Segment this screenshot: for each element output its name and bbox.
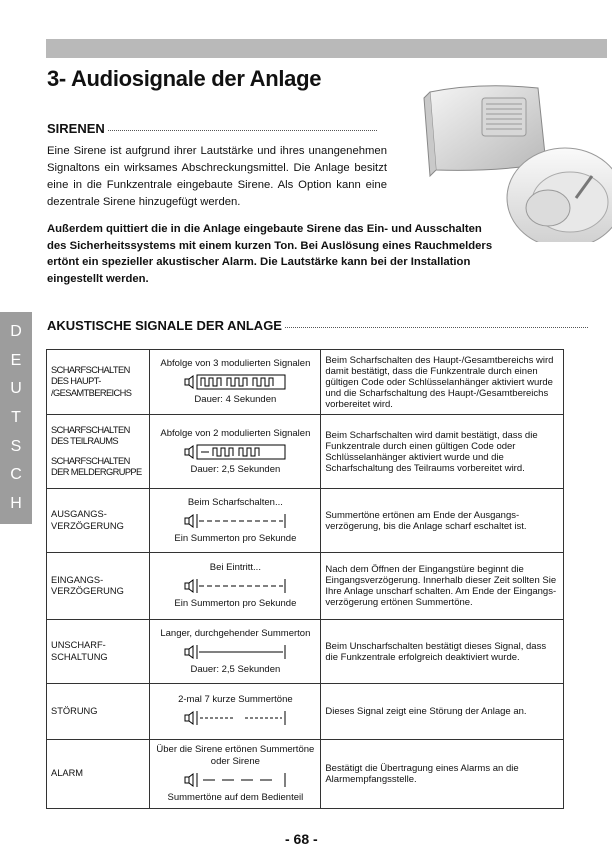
signal-name-line: VERZÖGERUNG xyxy=(51,520,124,531)
signal-pattern-cell xyxy=(150,684,321,740)
signal-pattern-label: Langer, durchgehender Summerton xyxy=(160,627,311,639)
page-number: - 68 - xyxy=(285,831,318,847)
signal-name-line: AUSGANGS- xyxy=(51,509,107,519)
signal-pattern-duration: Ein Summerton pro Sekunde xyxy=(174,598,297,609)
table-row xyxy=(47,350,564,415)
signal-name-line: SCHARFSCHALTEN DES HAUPT- xyxy=(51,364,130,387)
signal-pattern-cell xyxy=(150,350,321,415)
signal-pattern-label: Über die Sirene ertönen Summertöne oder Sirene xyxy=(156,744,315,767)
signal-name xyxy=(47,553,150,620)
side-tab-letter: H xyxy=(10,494,22,512)
side-tab-letter: T xyxy=(11,408,21,426)
side-tab-letter: S xyxy=(10,437,22,455)
signal-name-line: EINGANGS- xyxy=(51,574,104,585)
signal-description: Nach dem Öffnen der Eingangstüre beginnt die Eingangsverzögerung. Innerhalb dieser Zeit sollten Sie Ihre Anlage unscharf schalten. Am Ende der Eingangs-verzögerung ertönen Summertöne. xyxy=(321,553,564,620)
signal-name xyxy=(47,415,150,489)
table-row xyxy=(47,684,564,740)
signal-pattern-label: Abfolge von 3 modulierten Signalen xyxy=(160,358,311,369)
header-bar xyxy=(46,39,607,58)
signal-name xyxy=(47,350,150,415)
signal-name xyxy=(47,620,150,684)
table-row xyxy=(47,620,564,684)
signal-pattern-cell xyxy=(150,553,321,620)
table-row xyxy=(47,415,564,489)
speaker-waveform-icon xyxy=(183,772,287,788)
table-row xyxy=(47,740,564,809)
language-side-tab xyxy=(0,312,32,524)
signal-pattern-duration: Dauer: 4 Sekunden xyxy=(194,394,277,405)
signals-heading: AKUSTISCHE SIGNALE DER ANLAGE xyxy=(47,318,588,333)
signal-pattern-duration: Ein Summerton pro Sekunde xyxy=(174,532,297,544)
signal-pattern-cell xyxy=(150,415,321,489)
speaker-waveform-icon xyxy=(183,513,287,529)
speaker-waveform-icon xyxy=(183,444,287,460)
signal-name-line: /GESAMTBEREICHS xyxy=(51,387,132,398)
sirens-paragraph: Eine Sirene ist aufgrund ihrer Lautstärke und ihres unangenehmen Signaltons ein wirksames Abschreckungsmittel. Die Anlage besitzt eine in die Funkzentrale eingebaute Sirene. Als Option kann eine dezentrale Sirene hinzugefügt werden. xyxy=(47,145,387,208)
signal-pattern-label: Beim Scharfschalten... xyxy=(187,496,283,508)
signal-description: Summertöne ertönen am Ende der Ausgangs-verzögerung, bis die Anlage scharf eschaltet ist. xyxy=(321,489,564,553)
side-tab-letter: U xyxy=(10,380,22,398)
sirens-bold-paragraph: Außerdem quittiert die in die Anlage eingebaute Sirene das Ein- und Ausschalten des Sicherheitssystems mit einem kurzen Ton. Bei Auslösung eines Rauchmelders ertönt ein spezieller akustischer Alarm. Die Lautstärke kann bei der Installation eingestellt werden. xyxy=(47,223,493,285)
siren-product-illustration xyxy=(420,80,612,242)
signal-name-line: UNSCHARF- xyxy=(51,640,106,650)
speaker-waveform-icon xyxy=(183,710,287,726)
signal-name xyxy=(47,489,150,553)
signal-pattern-cell xyxy=(150,489,321,553)
side-tab-letter: C xyxy=(10,466,22,484)
signal-name xyxy=(47,684,150,740)
signal-description: Bestätigt die Übertragung eines Alarms an die Alarmempfangsstelle. xyxy=(321,740,564,809)
signal-description: Beim Scharfschalten wird damit bestätigt, dass die Funkzentrale durch einen gültigen Code oder Schlüsselanhänger aktiviert wurde und die Scharfschaltung des Teilraums vorbereitet wird. xyxy=(321,415,564,489)
table-row xyxy=(47,553,564,620)
signal-name xyxy=(47,740,150,809)
speaker-waveform-icon xyxy=(183,644,287,660)
signal-pattern-duration: Summertöne auf dem Bedienteil xyxy=(167,792,304,803)
signal-pattern-cell xyxy=(150,620,321,684)
signal-name-line: SCHARFSCHALTEN DER MELDERGRUPPE xyxy=(51,455,142,477)
signal-pattern-label: 2-mal 7 kurze Summertöne xyxy=(178,693,293,705)
signal-name-line: VERZÖGERUNG xyxy=(51,586,124,596)
signal-name-line: SCHARFSCHALTEN DES TEILRAUMS xyxy=(51,424,130,446)
speaker-waveform-icon xyxy=(183,578,287,594)
signals-table xyxy=(46,349,564,809)
page-title: 3- Audiosignale der Anlage xyxy=(47,66,322,91)
table-row xyxy=(47,489,564,553)
signal-pattern-label: Bei Eintritt... xyxy=(209,562,261,573)
signal-description: Beim Unscharfschalten bestätigt dieses Signal, dass die Funkzentrale erfolgreich deaktiviert wurde. xyxy=(321,620,564,684)
signal-description: Dieses Signal zeigt eine Störung der Anlage an. xyxy=(321,684,564,740)
signal-pattern-duration: Dauer: 2,5 Sekunden xyxy=(190,663,281,675)
signal-pattern-duration: Dauer: 2,5 Sekunden xyxy=(190,463,281,475)
signal-name-line: STÖRUNG xyxy=(51,705,98,716)
side-tab-letter: E xyxy=(10,351,22,369)
signal-pattern-cell xyxy=(150,740,321,809)
speaker-waveform-icon xyxy=(183,374,287,390)
signal-description: Beim Scharfschalten des Haupt-/Gesamtbereichs wird damit bestätigt, dass die Funkzentrale durch einen gültigen Code oder Schlüsselanhänger aktiviert wurde und die Scharfschaltung des Haupt-/Gesamtbereichs vorbereitet wird. xyxy=(321,350,564,415)
signal-name-line: SCHALTUNG xyxy=(51,651,108,662)
signal-pattern-label: Abfolge von 2 modulierten Signalen xyxy=(160,427,311,439)
signal-name-line: ALARM xyxy=(51,768,84,779)
sirens-heading: SIRENEN xyxy=(47,121,377,136)
side-tab-letter: D xyxy=(10,323,22,341)
